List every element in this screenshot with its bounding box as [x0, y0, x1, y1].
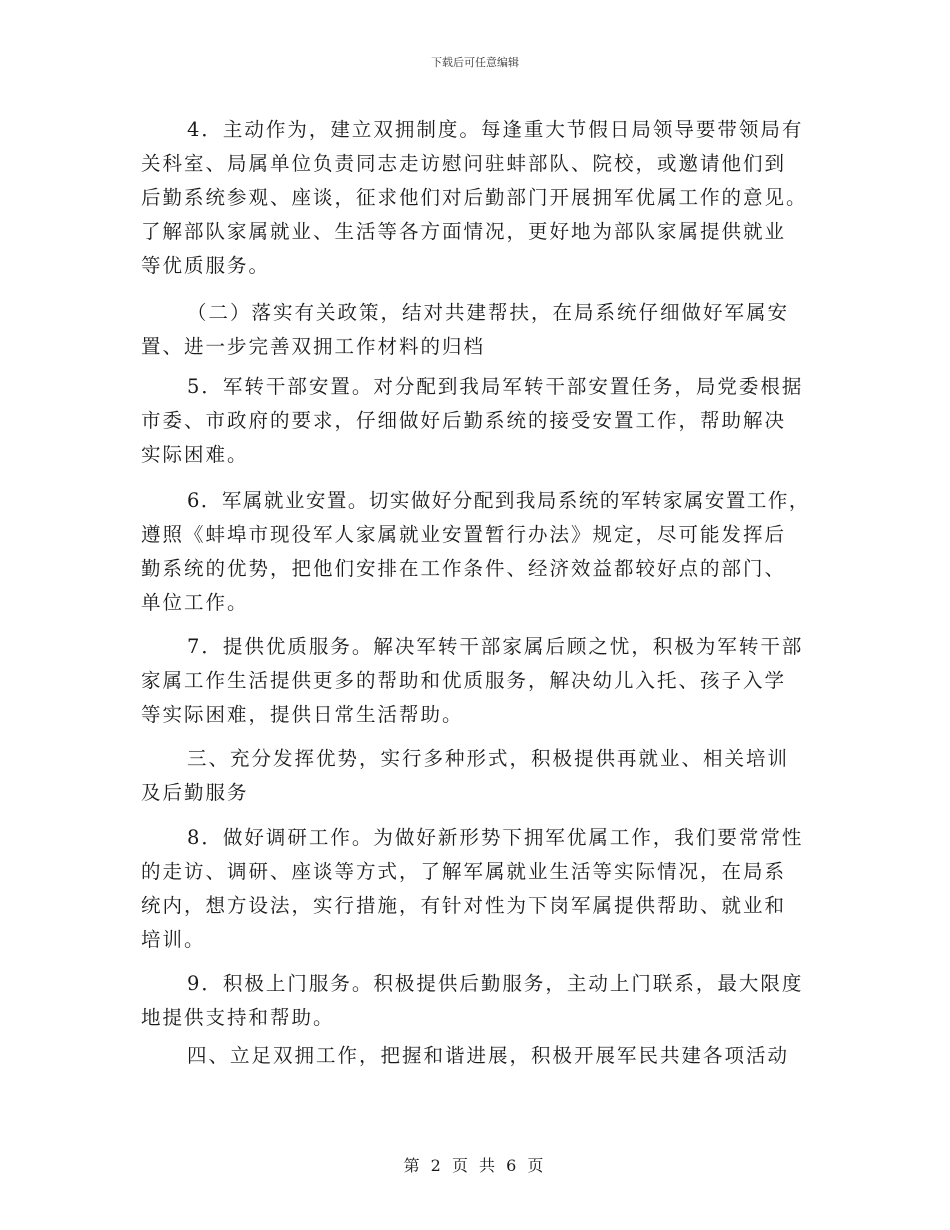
text-line: 6．军属就业安置。切实做好分配到我局系统的军转家属安置工作， — [187, 489, 810, 512]
text-line: 9．积极上门服务。积极提供后勤服务，主动上门联系，最大限度 — [187, 972, 804, 995]
text-line: 地提供支持和帮助。 — [141, 1006, 335, 1029]
text-line: 等优质服务。 — [141, 254, 271, 277]
text-line: 家属工作生活提供更多的帮助和优质服务，解决幼儿入托、孩子入学 — [141, 669, 787, 692]
text-line: 关科室、局属单位负责同志走访慰问驻蚌部队、院校，或邀请他们到 — [141, 152, 787, 175]
text-line: 培训。 — [141, 928, 206, 951]
section-heading: （二）落实有关政策，结对共建帮扶，在局系统仔细做好军属安 — [187, 301, 790, 324]
text-line: 5．军转干部安置。对分配到我局军转干部安置任务，局党委根据 — [187, 375, 804, 398]
text-line: 遵照《蚌埠市现役军人家属就业安置暂行办法》规定，尽可能发挥后 — [141, 523, 787, 546]
section-heading: 三、充分发挥优势，实行多种形式，积极提供再就业、相关培训 — [187, 747, 790, 770]
text-line: 后勤系统参观、座谈，征求他们对后勤部门开展拥军优属工作的意见。 — [141, 186, 808, 209]
text-line: 4．主动作为，建立双拥制度。每逢重大节假日局领导要带领局有 — [187, 118, 804, 141]
text-line: 市委、市政府的要求，仔细做好后勤系统的接受安置工作，帮助解决 — [141, 409, 787, 432]
text-line: 7．提供优质服务。解决军转干部家属后顾之忧，积极为军转干部 — [187, 635, 804, 658]
text-line: 统内，想方设法，实行措施，有针对性为下岗军属提供帮助、就业和 — [141, 894, 787, 917]
text-line: 了解部队家属就业、生活等各方面情况，更好地为部队家属提供就业 — [141, 220, 787, 243]
page-header: 下载后可任意编辑 — [431, 56, 519, 69]
section-heading: 四、立足双拥工作，把握和谐进展，积极开展军民共建各项活动 — [187, 1044, 790, 1067]
text-line: 勤系统的优势，把他们安排在工作条件、经济效益都较好点的部门、 — [141, 557, 787, 580]
text-line: 实际困难。 — [141, 443, 249, 466]
text-line: 的走访、调研、座谈等方式，了解军属就业生活等实际情况，在局系 — [141, 860, 787, 883]
text-line: 等实际困难，提供日常生活帮助。 — [141, 703, 464, 726]
text-line: 单位工作。 — [141, 591, 249, 614]
section-heading: 及后勤服务 — [141, 781, 249, 804]
text-line: 8．做好调研工作。为做好新形势下拥军优属工作，我们要常常性 — [187, 826, 804, 849]
section-heading: 置、进一步完善双拥工作材料的归档 — [141, 335, 486, 358]
page-number-footer: 第 2 页 共 6 页 — [403, 1156, 547, 1175]
